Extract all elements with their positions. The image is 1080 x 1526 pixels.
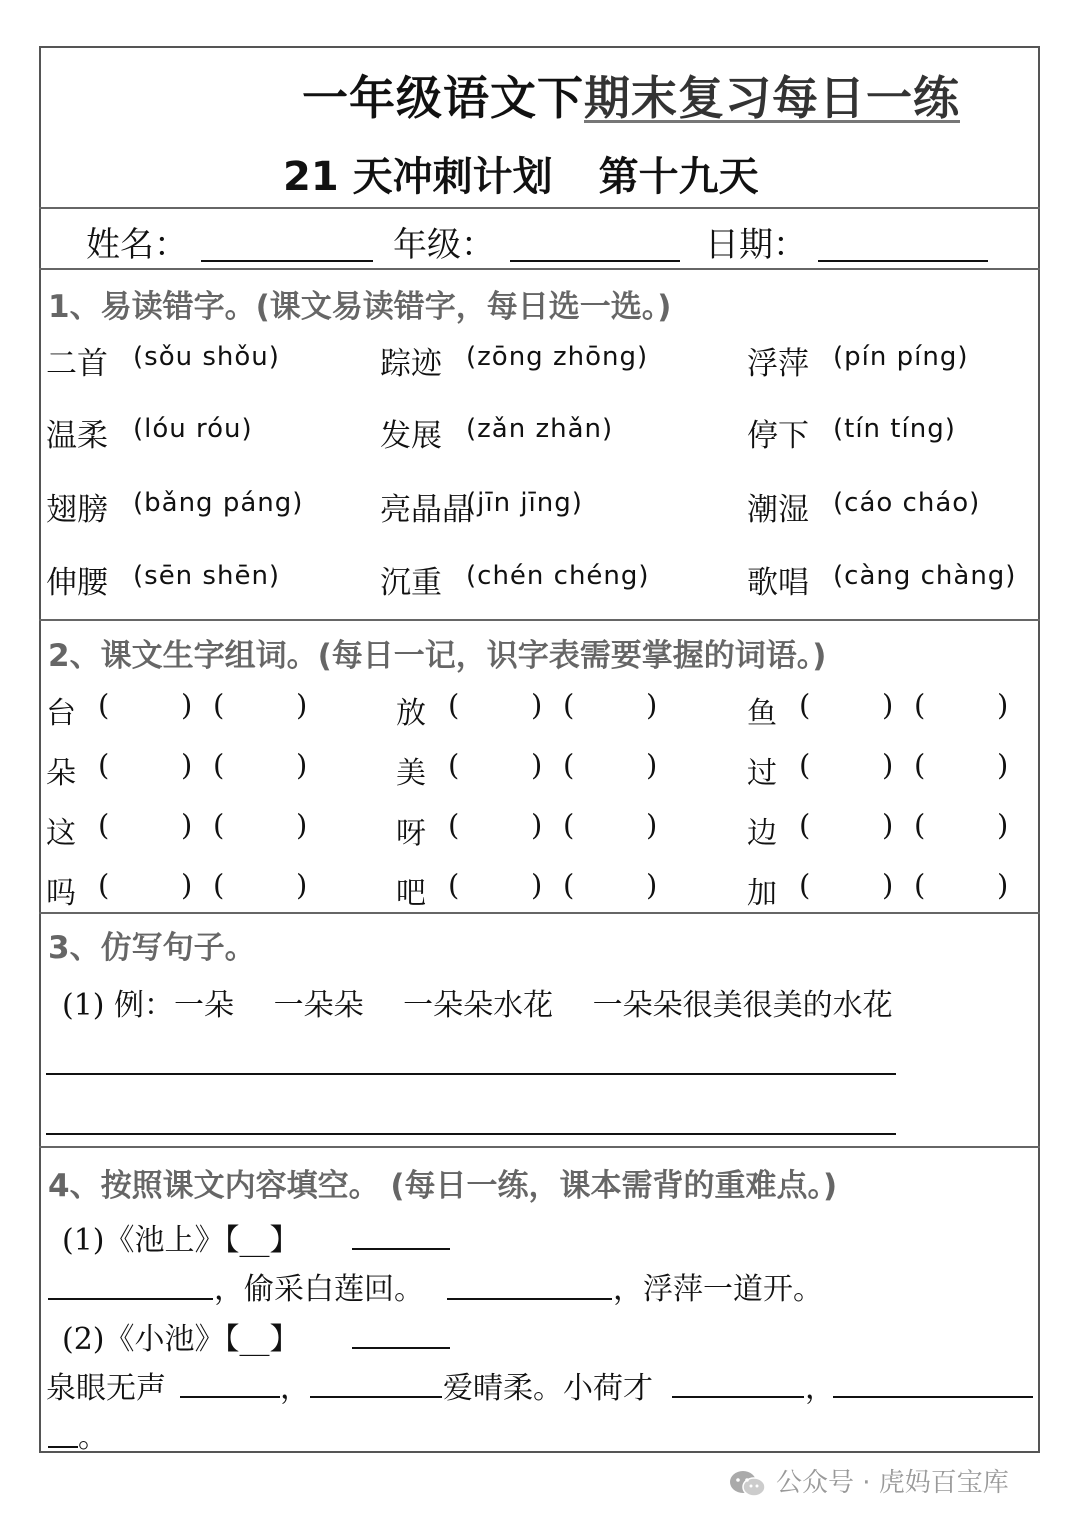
paren-close: ) <box>181 868 193 902</box>
section4-title: 4、按照课文内容填空。 (每日一练，课本需背的重难点。) <box>48 1168 838 1204</box>
paren-close: ) <box>296 748 308 782</box>
paren-open: ( <box>213 748 225 782</box>
divider <box>39 912 1040 914</box>
date-label: 日期： <box>705 225 807 265</box>
word-answer-slot[interactable] <box>930 810 990 842</box>
paren-close: ) <box>646 748 658 782</box>
paren-open: ( <box>448 748 460 782</box>
pinyin-choice[interactable]: (zǎn zhǎn) <box>466 414 614 444</box>
paren-close: ) <box>882 748 894 782</box>
paren-close: ) <box>531 868 543 902</box>
answer-line-2[interactable] <box>46 1133 896 1135</box>
divider <box>39 1146 1040 1148</box>
vocab-char: 边 <box>747 816 777 851</box>
vocab-char: 台 <box>46 696 76 731</box>
pinyin-choice[interactable]: (tín tíng) <box>833 414 956 444</box>
vocab-char: 朵 <box>46 756 76 791</box>
paren-close: ) <box>296 808 308 842</box>
word-answer-slot[interactable] <box>815 870 875 902</box>
hard-word: 温柔 <box>46 418 108 454</box>
day-label: 第十九天 <box>598 154 759 200</box>
name-field <box>86 217 188 266</box>
paren-close: ) <box>997 868 1009 902</box>
poem1-blank-a[interactable] <box>48 1298 213 1300</box>
hard-word: 停下 <box>747 418 809 454</box>
vocab-char: 吧 <box>396 876 426 911</box>
paren-close: ) <box>646 868 658 902</box>
paren-close: ) <box>181 808 193 842</box>
poem2-mid: 爱晴柔。小荷才 <box>443 1371 653 1406</box>
vocab-char: 加 <box>747 876 777 911</box>
word-answer-slot[interactable] <box>464 690 524 722</box>
paren-close: ) <box>997 808 1009 842</box>
pinyin-choice[interactable]: (sēn shēn) <box>133 561 281 591</box>
hard-word: 亮晶晶 <box>380 492 473 528</box>
paren-close: ) <box>882 808 894 842</box>
worksheet-title <box>302 62 960 128</box>
section1-title: 1、易读错字。(课文易读错字，每日选一选。) <box>48 289 672 325</box>
name-blank[interactable] <box>201 230 373 262</box>
grade-blank[interactable] <box>510 230 680 262</box>
poem2-blank-a[interactable] <box>180 1396 280 1398</box>
pinyin-choice[interactable]: (zōng zhōng) <box>466 342 649 372</box>
paren-open: ( <box>914 748 926 782</box>
paren-open: ( <box>799 748 811 782</box>
paren-close: ) <box>531 688 543 722</box>
word-answer-slot[interactable] <box>930 690 990 722</box>
word-answer-slot[interactable] <box>229 870 289 902</box>
vocab-char: 鱼 <box>747 696 777 731</box>
word-answer-slot[interactable] <box>815 810 875 842</box>
paren-open: ( <box>914 808 926 842</box>
answer-line-1[interactable] <box>46 1073 896 1075</box>
paren-open: ( <box>213 688 225 722</box>
section3-title: 3、仿写句子。 <box>48 930 256 966</box>
paren-open: ( <box>448 808 460 842</box>
pinyin-choice[interactable]: (càng chàng) <box>833 561 1017 591</box>
paren-close: ) <box>646 688 658 722</box>
paren-open: ( <box>98 688 110 722</box>
paren-open: ( <box>563 808 575 842</box>
pinyin-choice[interactable]: (bǎng páng) <box>133 488 304 518</box>
paren-close: ) <box>882 688 894 722</box>
word-answer-slot[interactable] <box>815 690 875 722</box>
poem2-start: 泉眼无声 <box>46 1371 166 1406</box>
paren-close: ) <box>296 868 308 902</box>
footer-watermark <box>728 1462 1009 1499</box>
hard-word: 浮萍 <box>747 346 809 382</box>
vocab-char: 美 <box>396 756 426 791</box>
paren-close: ) <box>296 688 308 722</box>
poem2-blank-d[interactable] <box>833 1396 1033 1398</box>
paren-open: ( <box>914 868 926 902</box>
poem2-blank-c[interactable] <box>672 1396 804 1398</box>
paren-close: ) <box>646 808 658 842</box>
word-answer-slot[interactable] <box>229 690 289 722</box>
grade-label: 年级： <box>393 225 495 265</box>
hard-word: 踪迹 <box>380 346 442 382</box>
word-answer-slot[interactable] <box>229 810 289 842</box>
paren-open: ( <box>799 688 811 722</box>
pinyin-choice[interactable]: (jīn jīng) <box>466 488 583 518</box>
poem2-comma-1: ， <box>280 1371 310 1406</box>
grade-field <box>393 217 495 266</box>
name-label: 姓名： <box>86 225 188 265</box>
pinyin-choice[interactable]: (lóu róu) <box>133 414 253 444</box>
paren-close: ) <box>882 868 894 902</box>
hard-word: 翅膀 <box>46 492 108 528</box>
pinyin-choice[interactable]: (cáo cháo) <box>833 488 981 518</box>
paren-open: ( <box>98 808 110 842</box>
paren-open: ( <box>563 748 575 782</box>
paren-open: ( <box>213 808 225 842</box>
title-plain: 一年级语文下 <box>302 71 584 125</box>
paren-open: ( <box>98 868 110 902</box>
hard-word: 潮湿 <box>747 492 809 528</box>
word-answer-slot[interactable] <box>114 750 174 782</box>
date-blank[interactable] <box>818 230 988 262</box>
poem2-author-blank[interactable] <box>352 1347 450 1349</box>
hard-word: 发展 <box>380 418 442 454</box>
paren-close: ) <box>531 748 543 782</box>
paren-open: ( <box>448 688 460 722</box>
date-field <box>705 217 807 266</box>
pinyin-choice[interactable]: (chén chéng) <box>466 561 650 591</box>
word-answer-slot[interactable] <box>930 870 990 902</box>
poem1-blank-b[interactable] <box>447 1298 612 1300</box>
word-answer-slot[interactable] <box>579 690 639 722</box>
hard-word: 二首 <box>46 346 108 382</box>
word-answer-slot[interactable] <box>114 810 174 842</box>
word-answer-slot[interactable] <box>464 870 524 902</box>
paren-open: ( <box>213 868 225 902</box>
poem1-author-blank[interactable] <box>352 1248 450 1250</box>
vocab-char: 这 <box>46 816 76 851</box>
hard-word: 沉重 <box>380 565 442 601</box>
word-answer-slot[interactable] <box>930 750 990 782</box>
divider <box>39 619 1040 621</box>
paren-open: ( <box>799 808 811 842</box>
vocab-char: 过 <box>747 756 777 791</box>
paren-close: ) <box>997 688 1009 722</box>
word-answer-slot[interactable] <box>579 750 639 782</box>
divider <box>39 268 1040 270</box>
paren-open: ( <box>98 748 110 782</box>
vocab-char: 放 <box>396 696 426 731</box>
plan-label: 21 天冲刺计划 <box>283 154 553 200</box>
hard-word: 伸腰 <box>46 565 108 601</box>
poem2-end: 。 <box>78 1420 108 1455</box>
poem2-heading: (2)《小池》【__】 <box>62 1322 300 1357</box>
poem1-heading: (1)《池上》【__】 <box>62 1223 300 1258</box>
paren-close: ) <box>181 688 193 722</box>
paren-open: ( <box>563 868 575 902</box>
word-answer-slot[interactable] <box>464 810 524 842</box>
word-answer-slot[interactable] <box>579 870 639 902</box>
poem1-line-a: ，偷采白莲回。 <box>214 1272 424 1307</box>
word-answer-slot[interactable] <box>114 690 174 722</box>
vocab-char: 吗 <box>46 876 76 911</box>
paren-open: ( <box>448 868 460 902</box>
hard-word: 歌唱 <box>747 565 809 601</box>
poem1-line-b: ，浮萍一道开。 <box>613 1272 823 1307</box>
vocab-char: 呀 <box>396 816 426 851</box>
paren-close: ) <box>181 748 193 782</box>
plan-subtitle <box>283 145 759 202</box>
section2-title: 2、课文生字组词。(每日一记，识字表需要掌握的词语。) <box>48 638 827 674</box>
word-answer-slot[interactable] <box>114 870 174 902</box>
poem2-blank-e[interactable] <box>48 1446 78 1448</box>
pinyin-choice[interactable]: (pín píng) <box>833 342 969 372</box>
poem2-blank-b[interactable] <box>310 1396 442 1398</box>
paren-close: ) <box>531 808 543 842</box>
paren-open: ( <box>914 688 926 722</box>
poem2-comma-2: ， <box>805 1371 835 1406</box>
word-answer-slot[interactable] <box>464 750 524 782</box>
word-answer-slot[interactable] <box>579 810 639 842</box>
divider <box>39 207 1040 209</box>
title-underlined: 期末复习每日一练 <box>584 71 960 125</box>
paren-close: ) <box>997 748 1009 782</box>
word-answer-slot[interactable] <box>815 750 875 782</box>
paren-open: ( <box>563 688 575 722</box>
word-answer-slot[interactable] <box>229 750 289 782</box>
paren-open: ( <box>799 868 811 902</box>
footer-text: 公众号 · 虎妈百宝库 <box>776 1468 1009 1498</box>
pinyin-choice[interactable]: (sǒu shǒu) <box>133 342 280 372</box>
wechat-icon <box>728 1469 768 1499</box>
sentence-example: (1) 例：一朵 一朵朵 一朵朵水花 一朵朵很美很美的水花 <box>62 988 893 1023</box>
